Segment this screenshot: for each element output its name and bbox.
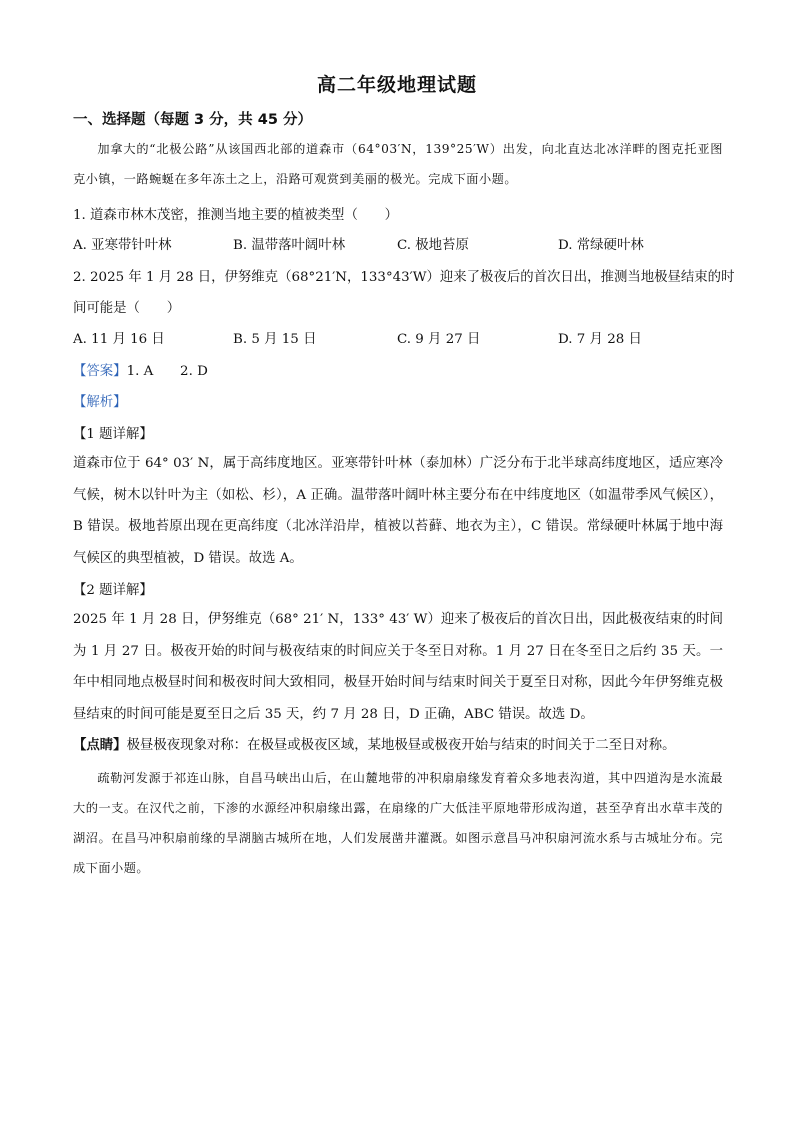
detail-2-text: 2025 年 1 月 28 日，伊努维克（68° 21′ N，133° 43′ W）迎来了极夜后的首次日出，因此极夜结束的时间为 1 月 27 日。极夜开始的时间与极夜结束的时间应关于冬至日对称。1 月 27 日在冬至日之后约 35 天。一年中相同地点极昼时间和极夜时间大致相同，极昼开始时间与结束时间关于夏至日对称，因此今年伊努维克极昼结束的时间可能是夏至日之后 35 天，约 7 月 28 日，D 正确，ABC 错误。故选 D。 (73, 612, 723, 722)
detail-1-text: 道森市位于 64° 03′ N，属于高纬度地区。亚寒带针叶林（泰加林）广泛分布于北半球高纬度地区，适应寒冷气候，树木以针叶为主（如松、杉），A 正确。温带落叶阔叶林主要分布在中纬度地区（如温带季风气候区），B 错误。极地苔原出现在更高纬度（北冰洋沿岸，植被以苔藓、地衣为主），C 错误。常绿硬叶林属于地中海气候区的典型植被，D 错误。故选 A。 (73, 456, 723, 566)
q1-option-c: C. 极地苔原 (397, 238, 469, 253)
answer-line (73, 360, 208, 379)
q1-option-d: D. 常绿硬叶林 (558, 238, 644, 253)
q2-option-b: B. 5 月 15 日 (233, 332, 317, 347)
tip-text: 极昼极夜现象对称：在极昼或极夜区域，某地极昼或极夜开始与结束的时间关于二至日对称。 (126, 738, 676, 753)
answer-text: 1. A 2. D (126, 364, 208, 379)
question-2-stem-line1: 2. 2025 年 1 月 28 日，伊努维克（68°21′N，133°43′W）迎来了极夜后的首次日出，推测当地极昼结束的时 (73, 270, 735, 285)
q2-option-c: C. 9 月 27 日 (397, 332, 481, 347)
answer-label: 【答案】 (73, 364, 127, 379)
page-title: 高二年级地理试题 (316, 74, 477, 96)
tip-label: 【点睛】 (73, 737, 127, 753)
q1-option-a: A. 亚寒带针叶林 (73, 238, 172, 253)
analysis-label: 【解析】 (73, 395, 127, 410)
question-1-stem: 1. 道森市林木茂密，推测当地主要的植被类型（ ） (73, 208, 399, 223)
q1-option-b: B. 温带落叶阔叶林 (233, 238, 346, 253)
section-heading: 一、选择题（每题 3 分，共 45 分） (73, 112, 312, 128)
reading-passage-1: 加拿大的“北极公路”从该国西北部的道森市（64°03′N，139°25′W）出发，向北直达北冰洋畔的图克托亚图克小镇，一路蜿蜒在多年冻土之上，沿路可观赏到美丽的极光。完成下面小题。 (73, 142, 723, 186)
q2-option-a: A. 11 月 16 日 (73, 332, 165, 347)
q2-option-d: D. 7 月 28 日 (558, 332, 642, 347)
tip-line (73, 734, 676, 753)
question-2-stem-line2: 间可能是（ ） (73, 301, 181, 316)
detail-2-label: 【2 题详解】 (73, 583, 153, 598)
detail-1-label: 【1 题详解】 (73, 427, 153, 442)
reading-passage-2: 疏勒河发源于祁连山脉，自昌马峡出山后，在山麓地带的冲积扇扇缘发育着众多地表沟道，其中四道沟是水流最大的一支。在汉代之前，下渗的水源经冲积扇缘出露，在扇缘的广大低洼平原地带形成沟道，甚至孕育出水草丰茂的湖沼。在昌马冲积扇前缘的旱湖脑古城所在地，人们发展凿井灌溉。如图示意昌马冲积扇河流水系与古城址分布。完成下面小题。 (73, 771, 723, 875)
